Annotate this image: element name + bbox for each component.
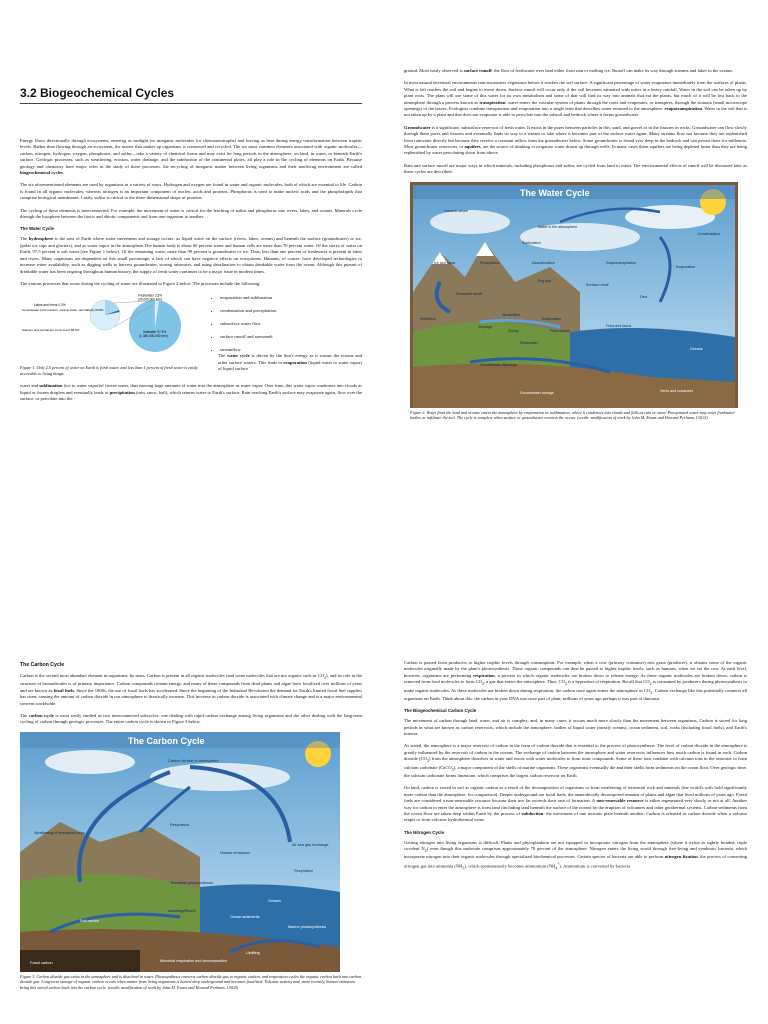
carbon-paragraph: Carbon is the second most abundant element in organisms, by mass. Carbon is present in all organic molecules (and some molecules that are not organic such as $CO_2$), and its role in the structure of biomolecules is of primary importance. Carbon compounds contain energy, and many of these compounds from dead plants and algae have fossilized over millions of years and are known as fossil fuels. Since the 1800s, the use of fossil fuels has accelerated. Since the beginning of the Industrial Revolution the demand for Earth's limited fossil fuel supplies has risen, causing the amount of carbon dioxide in our atmosphere to drastically increase. This increase in carbon dioxide is associated with climate change and is a major environmental concern worldwide. — [20, 673, 362, 706]
label-evaporation-2: Evaporation — [542, 316, 562, 321]
figure-title: The Water Cycle — [520, 187, 590, 198]
page1-right-column — [404, 68, 747, 427]
page2-left-column — [20, 654, 362, 996]
elements-paragraph: The six aforementioned elements are used by organisms in a variety of ways. Hydrogen and oxygen are found in water and organic molecules, both of which are essential to life. Carbon is found in all organic molecules, whereas nitrogen is an important component of nucleic acids and proteins. Phosphorus is used to make nucleic acids and the phospholipids that comprise biological membranes. Lastly, sulfur is critical to the three-dimensional shape of proteins. — [20, 182, 362, 201]
label-oceans: Oceans — [690, 346, 703, 351]
water-process-list — [210, 295, 370, 360]
label-soil-carbon: Soil carbon — [80, 918, 99, 923]
biogeochemical-carbon-heading: The Biogeochemical Carbon Cycle — [404, 708, 477, 714]
label-infiltration: Infiltration — [420, 316, 436, 321]
water-cycle-definition: The water cycle is driven by the Sun's energy as it warms the oceans and other surface waters. This leads to evaporation (liquid water to water vapor) of liquid surface — [218, 353, 362, 372]
page1-left-column — [20, 86, 362, 409]
cloud — [430, 210, 510, 234]
groundwater-paragraph: Groundwater is a significant, subsurface reservoir of fresh water. It exists in the pores between particles in dirt, sand, and gravel or in the fissures in rocks. Groundwater can flow slowly through these pores and fissures and eventually finds its way to a stream or lake where it becomes part of the surface water again. Many streams flow not because they are replenished from rainwater directly but because they receive a constant inflow from the groundwater below. Some groundwater is found very deep in the bedrock and can persist there for millennia. Most groundwater reservoirs, or aquifers, are the source of drinking or irrigation water drawn up through wells. In many cases these aquifers are being depleted faster than they are being replenished by water percolating down from above. — [404, 124, 747, 156]
carbon-subcycles-paragraph: The carbon cycle is most easily studied as two interconnected subcycles: one dealing with rapid carbon exchange among living organisms and the other dealing with the long-term cycling of carbon through geologic processes. The entire carbon cycle is shown in Figure 3 below. — [20, 712, 362, 725]
list-item: • subsurface water flow — [220, 321, 370, 327]
label-plant-uptake: Plant uptake — [550, 328, 570, 333]
interconnected-paragraph: The cycling of these elements is interconnected. For example, the movement of water is critical for the leaching of sulfur and phosphorus into rivers, lakes, and oceans. Minerals cycle through the biosphere between the biotic and abiotic components and from one organism to another. — [20, 207, 362, 220]
pie-label-saltwater-volume: (1,365,000,000 km³) — [139, 334, 168, 339]
label-groundwater-discharge: Groundwater discharge — [480, 362, 518, 367]
carbon-reservoirs-paragraph: The movement of carbon through land, water, and air is complex, and, in many cases, it occurs much more slowly than the movement between organisms. Carbon is stored for long periods in what are known as carbon reservoirs, which include the atmosphere, bodies of liquid water (mostly oceans), ocean sediment, soil, rocks (including fossil fuels), and Earth's interior. — [404, 718, 747, 737]
label-streamflow: Streamflow — [502, 312, 520, 317]
page-2 — [0, 512, 768, 1024]
label-surface-runoff: Surface runoff — [586, 282, 609, 287]
label-precipitation: Precipitation — [480, 260, 500, 265]
label-freshwater: Freshwater — [520, 340, 538, 345]
label-terrestrial-photosynthesis: Terrestrial photosynthesis — [170, 880, 214, 885]
nitrogen-paragraph: Getting nitrogen into living organisms is difficult. Plants and phytoplankton are not equipped to incorporate nitrogen from the atmosphere (where it exists as tightly bonded, triple covalent $N_2$) even though this molecule comprises approximately 78 percent of the atmosphere. Nitrogen enters the living world through free-living and symbiotic bacteria, which incorporate nitrogen into their organic molecules through specialized biochemical processes. Certain species of bacteria are able to perform nitrogen fixation, the process of converting nitrogen gas into ammonia $(NH_3)$, which spontaneously becomes ammonium $(NH_4^+)$. Ammonium is converted by bacteria — [404, 839, 748, 871]
figure-2-caption: Figure 2. Water from the land and oceans enters the atmosphere by evaporation or sublimation, where it condenses into clouds and falls as rain or snow. Precipitated water may enter freshwater bodies or infiltrate the soil. The cycle is complete when surface or groundwater reenters the ocean. (credit: modification of work by John M. Evans and Howard Perlman, USGS) — [410, 409, 736, 421]
label-groundwater-storage: Groundwater storage — [520, 390, 554, 395]
sublimation-paragraph: water and sublimation (ice to water vapor)of frozen water, thus moving large amounts of water into the atmosphere as water vapor. Over time, this water vapor condenses into clouds as liquid or frozen droplets and eventually leads to precipitation (rain, snow, hail), which returns water to Earth's surface. Rain reaching Earth's surface may evaporate again, flow over the surface, or percolate into the — [20, 383, 362, 402]
list-item: • condensation and precipitation — [220, 308, 370, 314]
land-carbon-paragraph: On land, carbon is stored in soil as organic carbon as a result of the decomposition of organisms or from weathering of terrestrial rock and minerals (the world's soils hold significantly more carbon than the atmosphere, for comparison). Deeper underground are fossil fuels, the anaerobically decomposed remains of plants and algae that lived millions of years ago. Fossil fuels are considered a non-renewable resource because their use far exceeds their rate of formation. A non-renewable resource is either regenerated very slowly or not at all. Another way for carbon to enter the atmosphere is from land (including land beneath the surface of the ocean) by the eruption of volcanoes and other geothermal systems. Carbon sediments from the ocean floor are taken deep within Earth by the process of subduction: the movement of one tectonic plate beneath another. Carbon is released as carbon dioxide when a volcano erupts or from volcanic hydrothermal vents. — [404, 785, 748, 823]
label-fossil-carbon: Fossil carbon — [30, 960, 53, 965]
label-uplifting: Uplifting — [246, 950, 260, 955]
freshwater-pie-figure — [20, 293, 206, 355]
pie-label-saltwater: Saltwater 97.5% — [143, 330, 167, 335]
label-marine-photosynthesis: Marine photosynthesis — [288, 924, 326, 929]
nitrogen-cycle-heading: The Nitrogen Cycle — [404, 829, 445, 835]
label-dew: Dew — [640, 294, 648, 299]
label-air-sea-exchange: Air sea gas exchange — [292, 842, 329, 847]
cloud — [150, 763, 290, 791]
label-vents-volcanoes: Vents and volcanoes — [660, 388, 694, 393]
water-cycle-figure — [410, 182, 738, 408]
label-flora-fauna: Flora and fauna — [606, 323, 632, 328]
label-water-in-atmosphere: Water in the atmosphere — [538, 224, 578, 229]
label-evapotranspiration: Evapotranspiration — [606, 260, 636, 265]
atmosphere-carbon-paragraph: As stated, the atmosphere is a major reservoir of carbon in the form of carbon dioxide that is essential to the process of photosynthesis. The level of carbon dioxide in the atmosphere is greatly influenced by the reservoir of carbon in the oceans. The exchange of carbon between the atmosphere and water reservoirs influences how much carbon is found in each. Carbon dioxide $(CO_2)$ from the atmosphere dissolves in water and reacts with water molecules to form ionic compounds. Some of these ions combine with calcium ions in the seawater to form calcium carbonate (CaCO$_3$), a major component of the shells of marine organisms. These organisms eventually die and their shells form sediments on the ocean floor. Over geologic time, the calcium carbonate forms limestone, which comprises the largest carbon reservoir on Earth. — [404, 743, 748, 778]
label-sublimation: Sublimation — [522, 240, 541, 245]
hydrosphere-paragraph: The hydrosphere is the area of Earth where water movement and storage occurs: as liquid water on the surface (rivers, lakes, oceans) and beneath the surface (groundwater) or ice, (polar ice caps and glaciers), and as water vapor in the atmosphere.The human body is about 60 percent water and human cells are more than 70 percent water. Of the stores of water on Earth, 97.5 percent is salt water (see Figure 1 below). Of the remaining water, more than 99 percent is groundwater or ice. Thus, less than one percent of freshwater is present in lakes and rivers. Many organisms are dependent on this small percentage, a lack of which can have negative effects on ecosystems. Humans, of course, have developed technologies to increase water availability, such as digging wells to harvest groundwater, storing rainwater, and using desalination to obtain drinkable water from the ocean. Although this pursuit of drinkable water has been ongoing throughout human history, the supply of fresh water continues to be a major issue in modern times. — [20, 236, 362, 274]
label-weathering: Weathering of terrestrial rocks — [34, 830, 85, 835]
list-item: • evaporation and sublimation — [220, 295, 370, 301]
runoff-paragraph: ground. Most easily observed is surface runoff: the flow of freshwater over land either from rain or melting ice. Runoff can make its way through streams and lakes to the oceans. — [404, 68, 734, 73]
label-condensation: Condensation — [698, 231, 721, 236]
intro-paragraph: Energy flows directionally through ecosystems, entering as sunlight (or inorganic molecules for chemoautotrophs) and leaving as heat during energy transformation between trophic levels. Rather than flowing through an ecosystem, the matter that makes up organisms is conserved and recycled. The six most common elements associated with organic molecules—carbon, nitrogen, hydrogen, oxygen, phosphorus, and sulfur—take a variety of chemical forms and may exist for long periods in the atmosphere, on land, in water, or beneath Earth's surface. Geologic processes, such as weathering, erosion, water drainage, and the subduction of the continental plates, all play a role in the cycling of elements on Earth. Because geology and chemistry have major roles in the study of these processes, the recycling of inorganic matter between living organisms and their nonliving environment are called biogeochemical cycles. — [20, 138, 362, 176]
cloud — [45, 750, 135, 774]
water-cycle-heading: The Water Cycle — [20, 226, 54, 232]
figure-1-caption: Figure 1. Only 2.5 percent of water on Earth is fresh water, and less than 1 percent of fresh water is easily accessible to living things. — [20, 365, 198, 376]
pie-label-freshwater-volume: (35,000,000 km³) — [138, 297, 163, 302]
pie-label-freshwater: Freshwater 2.5% — [138, 293, 163, 298]
figure-title: The Carbon Cycle — [128, 735, 205, 746]
figure-3-caption: Figure 3. Carbon dioxide gas exists in the atmosphere and is dissolved in water. Photosynthesis converts carbon dioxide gas to organic carbon, and respiration cycles the organic carbon back into carbon dioxide gas. Long-term storage of organic carbon occurs when matter from living organisms is buried deep underground and becomes fossilized. Volcanic activity and, more recently, human emissions bring this stored carbon back into the carbon cycle. (credit: modification of work by John M. Evans and Howard Perlman, USGS) — [20, 973, 362, 990]
page2-right-column — [404, 660, 747, 878]
trophic-carbon-paragraph: Carbon is passed from producers to higher trophic levels through consumption. For example, when a cow (primary consumer) eats grass (producer), it obtains some of the organic molecules originally made by the plant's photosynthesis. Those organic compounds can then be passed to higher trophic levels, such as humans, when we eat the cow. At each level, however, organisms are performing respiration, a process in which organic molecules are broken down to release energy. As these organic molecules are broken down, carbon is removed from food molecules to form $CO_2$, a gas that enters the atmosphere. Thus, $CO_2$ is a byproduct of respiration. Recall that $CO_2$ is consumed by producers during photosynthesis to make organic molecules. As these molecules are broken down during respiration, the carbon once again enters the atmosphere as $CO_2$. Carbon exchange like this potentially connects all organisms on Earth. Think about this: the carbon in your DNA was once part of plant; millions of years ago perhaps it was part of dinosaur. — [404, 660, 748, 701]
label-snowmelt-runoff: Snowmelt runoff — [456, 291, 482, 296]
pie-label-lakes: Lakes and rivers 0.3% — [34, 303, 66, 308]
label-ice-snow: Ice and snow — [434, 260, 456, 265]
label-desublimation: Desublimation — [532, 260, 555, 265]
carbon-cycle-heading: The Carbon Cycle — [20, 662, 65, 668]
label-respiration: Respiration — [170, 822, 190, 827]
transpiration-paragraph: In most natural terrestrial environments rain encounters vegetation before it reaches the soil surface. A significant percentage of water evaporates immediately from the surfaces of plants. What is left reaches the soil and begins to move down. Surface runoff will occur only if the soil becomes saturated with water in a heavy rainfall. Water in the soil can be taken up by plant roots. The plant will use some of this water for its own metabolism and some of that will find its way into animals that eat the plants, but much of it will be lost back to the atmosphere through a process known as transpiration: water enters the vascular system of plants through the roots and evaporates, or transpires, through the stomata (small microscope openings) of the leaves. Ecologists combine transpiration and evaporation into a single term that describes water returned to the atmosphere: evapotranspiration. Water in the soil that is not taken up by a plant and that does not evaporate is able to percolate into the subsoil and bedrock where it forms groundwater. — [404, 80, 747, 118]
pie-label-groundwater: Groundwater (soil moisture, swamp water, permafrost) 30.8% — [22, 308, 104, 313]
list-item: • streamflow — [220, 347, 370, 353]
page-title: 3.2 Biogeochemical Cycles — [20, 86, 362, 104]
label-seepage: Seepage — [478, 324, 493, 329]
figure-1-block — [20, 293, 362, 383]
label-spring: Spring — [508, 328, 519, 333]
pie-label-glaciers: Glaciers and permanent snow cover 68.9% — [22, 328, 80, 333]
list-item: • surface runoff and snowmelt — [220, 334, 370, 340]
label-volcanic-steam: Volcanic steam — [444, 208, 469, 213]
label-respiration-2: Respiration — [294, 868, 314, 873]
label-oceans: Oceans — [268, 898, 282, 903]
minerals-paragraph: Rain and surface runoff are major ways in which minerals, including phosphorus and sulfur, are cycled from land to water. The environmental effects of runoff will be discussed later as these cycles are described. — [404, 162, 747, 175]
label-human-emissions: Human emissions — [220, 850, 251, 855]
label-leaching-runoff: Leaching/Runoff — [168, 908, 196, 913]
label-fog-drip: Fog drip — [538, 278, 552, 283]
label-co2-atmosphere: Carbon dioxide in atmosphere — [168, 758, 219, 763]
processes-paragraph: The various processes that occur during the cycling of water are illustrated in Figure 2 below. The processes include the following: — [20, 280, 261, 286]
label-evaporation: Evaporation — [676, 264, 696, 269]
label-ocean-sediments: Ocean sediments — [230, 914, 260, 919]
label-microbial-respiration: Microbial respiration and decomposition — [160, 958, 227, 963]
carbon-cycle-figure — [20, 732, 340, 972]
